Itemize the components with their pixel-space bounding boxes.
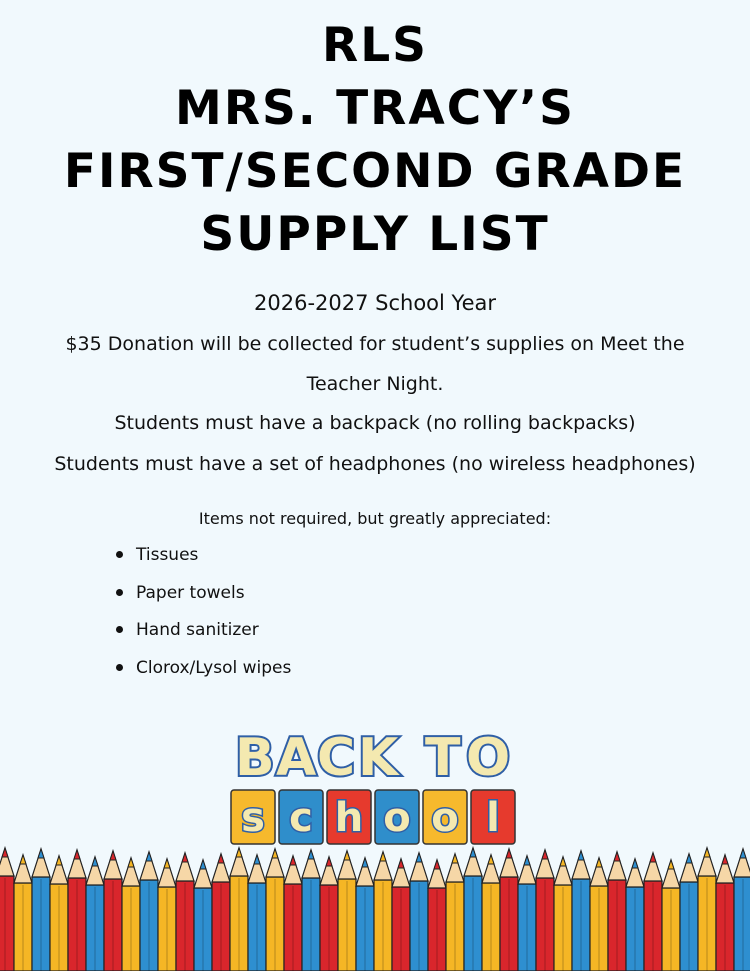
optional-items-list	[116, 540, 291, 691]
school-year: 2026-2027 School Year	[254, 291, 496, 315]
pencil-icon	[734, 849, 750, 971]
pencil-icon	[122, 858, 140, 971]
logo-tile-letter: o	[383, 795, 411, 841]
pencil-icon	[518, 856, 536, 971]
logo-letter: C	[317, 728, 356, 788]
list-item	[116, 615, 291, 653]
pencil-icon	[572, 851, 590, 971]
pencil-icon	[212, 854, 230, 971]
list-item-label: Tissues	[136, 545, 199, 565]
backpack-requirement: Students must have a backpack (no rolling backpacks)	[114, 412, 636, 434]
page-title	[0, 14, 750, 266]
pencil-icon	[284, 856, 302, 971]
pencil-icon	[608, 852, 626, 971]
logo-tile-letter: c	[289, 795, 313, 841]
pencil-icon	[482, 855, 500, 971]
pencil-icon	[698, 848, 716, 971]
list-item	[116, 540, 291, 578]
pencil-icon	[374, 852, 392, 971]
pencil-icon	[302, 850, 320, 971]
logo-tile	[327, 790, 371, 844]
list-item	[116, 578, 291, 616]
list-item-label: Clorox/Lysol wipes	[136, 658, 292, 679]
list-item-label: Paper towels	[136, 582, 245, 603]
list-item-label: Hand sanitizer	[136, 620, 259, 641]
pencil-icon	[0, 848, 14, 971]
donation-line-2: Teacher Night.	[306, 373, 444, 395]
pencil-icon	[392, 859, 410, 971]
bullet-icon	[116, 626, 123, 633]
logo-letter: O	[466, 728, 511, 788]
logo-tile-letter: o	[431, 795, 459, 841]
pencil-icon	[14, 855, 32, 971]
logo-letter: A	[276, 728, 317, 788]
list-item	[116, 653, 291, 691]
pencil-icon	[86, 857, 104, 971]
pencil-icon	[320, 857, 338, 971]
optional-items-heading: Items not required, but greatly appreciated:	[198, 509, 552, 528]
logo-tile	[279, 790, 323, 844]
pencil-icon	[626, 859, 644, 971]
pencil-icon	[680, 854, 698, 971]
bullet-icon	[116, 551, 123, 558]
pencil-border	[0, 846, 750, 971]
headphones-requirement: Students must have a set of headphones (no wireless headphones)	[54, 453, 696, 475]
title-line-3: FIRST/SECOND GRADE	[63, 144, 687, 199]
pencil-icon	[356, 858, 374, 971]
pencil-icon	[554, 857, 572, 971]
pencil-icon	[500, 849, 518, 971]
back-to-school-logo	[225, 720, 525, 850]
title-line-1: RLS	[322, 18, 428, 73]
pencil-icon	[428, 860, 446, 971]
bullet-icon	[116, 589, 123, 596]
pencil-icon	[230, 848, 248, 971]
pencil-icon	[410, 853, 428, 971]
logo-letter: T	[425, 728, 461, 788]
logo-tile	[423, 790, 467, 844]
pencil-icon	[590, 858, 608, 971]
pencil-icon	[464, 848, 482, 971]
pencil-icon	[194, 860, 212, 971]
pencil-icon	[140, 852, 158, 971]
donation-line-1: $35 Donation will be collected for student’s supplies on Meet the	[65, 333, 685, 355]
pencil-icon	[338, 851, 356, 971]
pencil-icon	[266, 849, 284, 971]
pencil-icon	[68, 850, 86, 971]
logo-tile-letter: l	[486, 795, 500, 841]
pencil-icon	[536, 850, 554, 971]
logo-letter: K	[358, 728, 399, 788]
pencil-icon	[158, 859, 176, 971]
logo-tile	[471, 790, 515, 844]
pencil-icon	[32, 849, 50, 971]
logo-letter: B	[235, 728, 275, 788]
pencil-icon	[104, 851, 122, 971]
logo-tile-letter: h	[334, 795, 364, 841]
pencil-icon	[716, 855, 734, 971]
pencil-icon	[50, 856, 68, 971]
logo-tile	[375, 790, 419, 844]
bullet-icon	[116, 664, 123, 671]
pencil-icon	[176, 853, 194, 971]
logo-tile	[231, 790, 275, 844]
donation-note	[0, 324, 750, 404]
pencil-icon	[644, 853, 662, 971]
pencil-icon	[248, 855, 266, 971]
pencil-icon	[662, 860, 680, 971]
title-line-2: MRS. TRACY’S	[175, 81, 575, 136]
title-line-4: SUPPLY LIST	[200, 207, 550, 262]
pencil-icon	[446, 854, 464, 971]
logo-tile-letter: s	[241, 795, 265, 841]
